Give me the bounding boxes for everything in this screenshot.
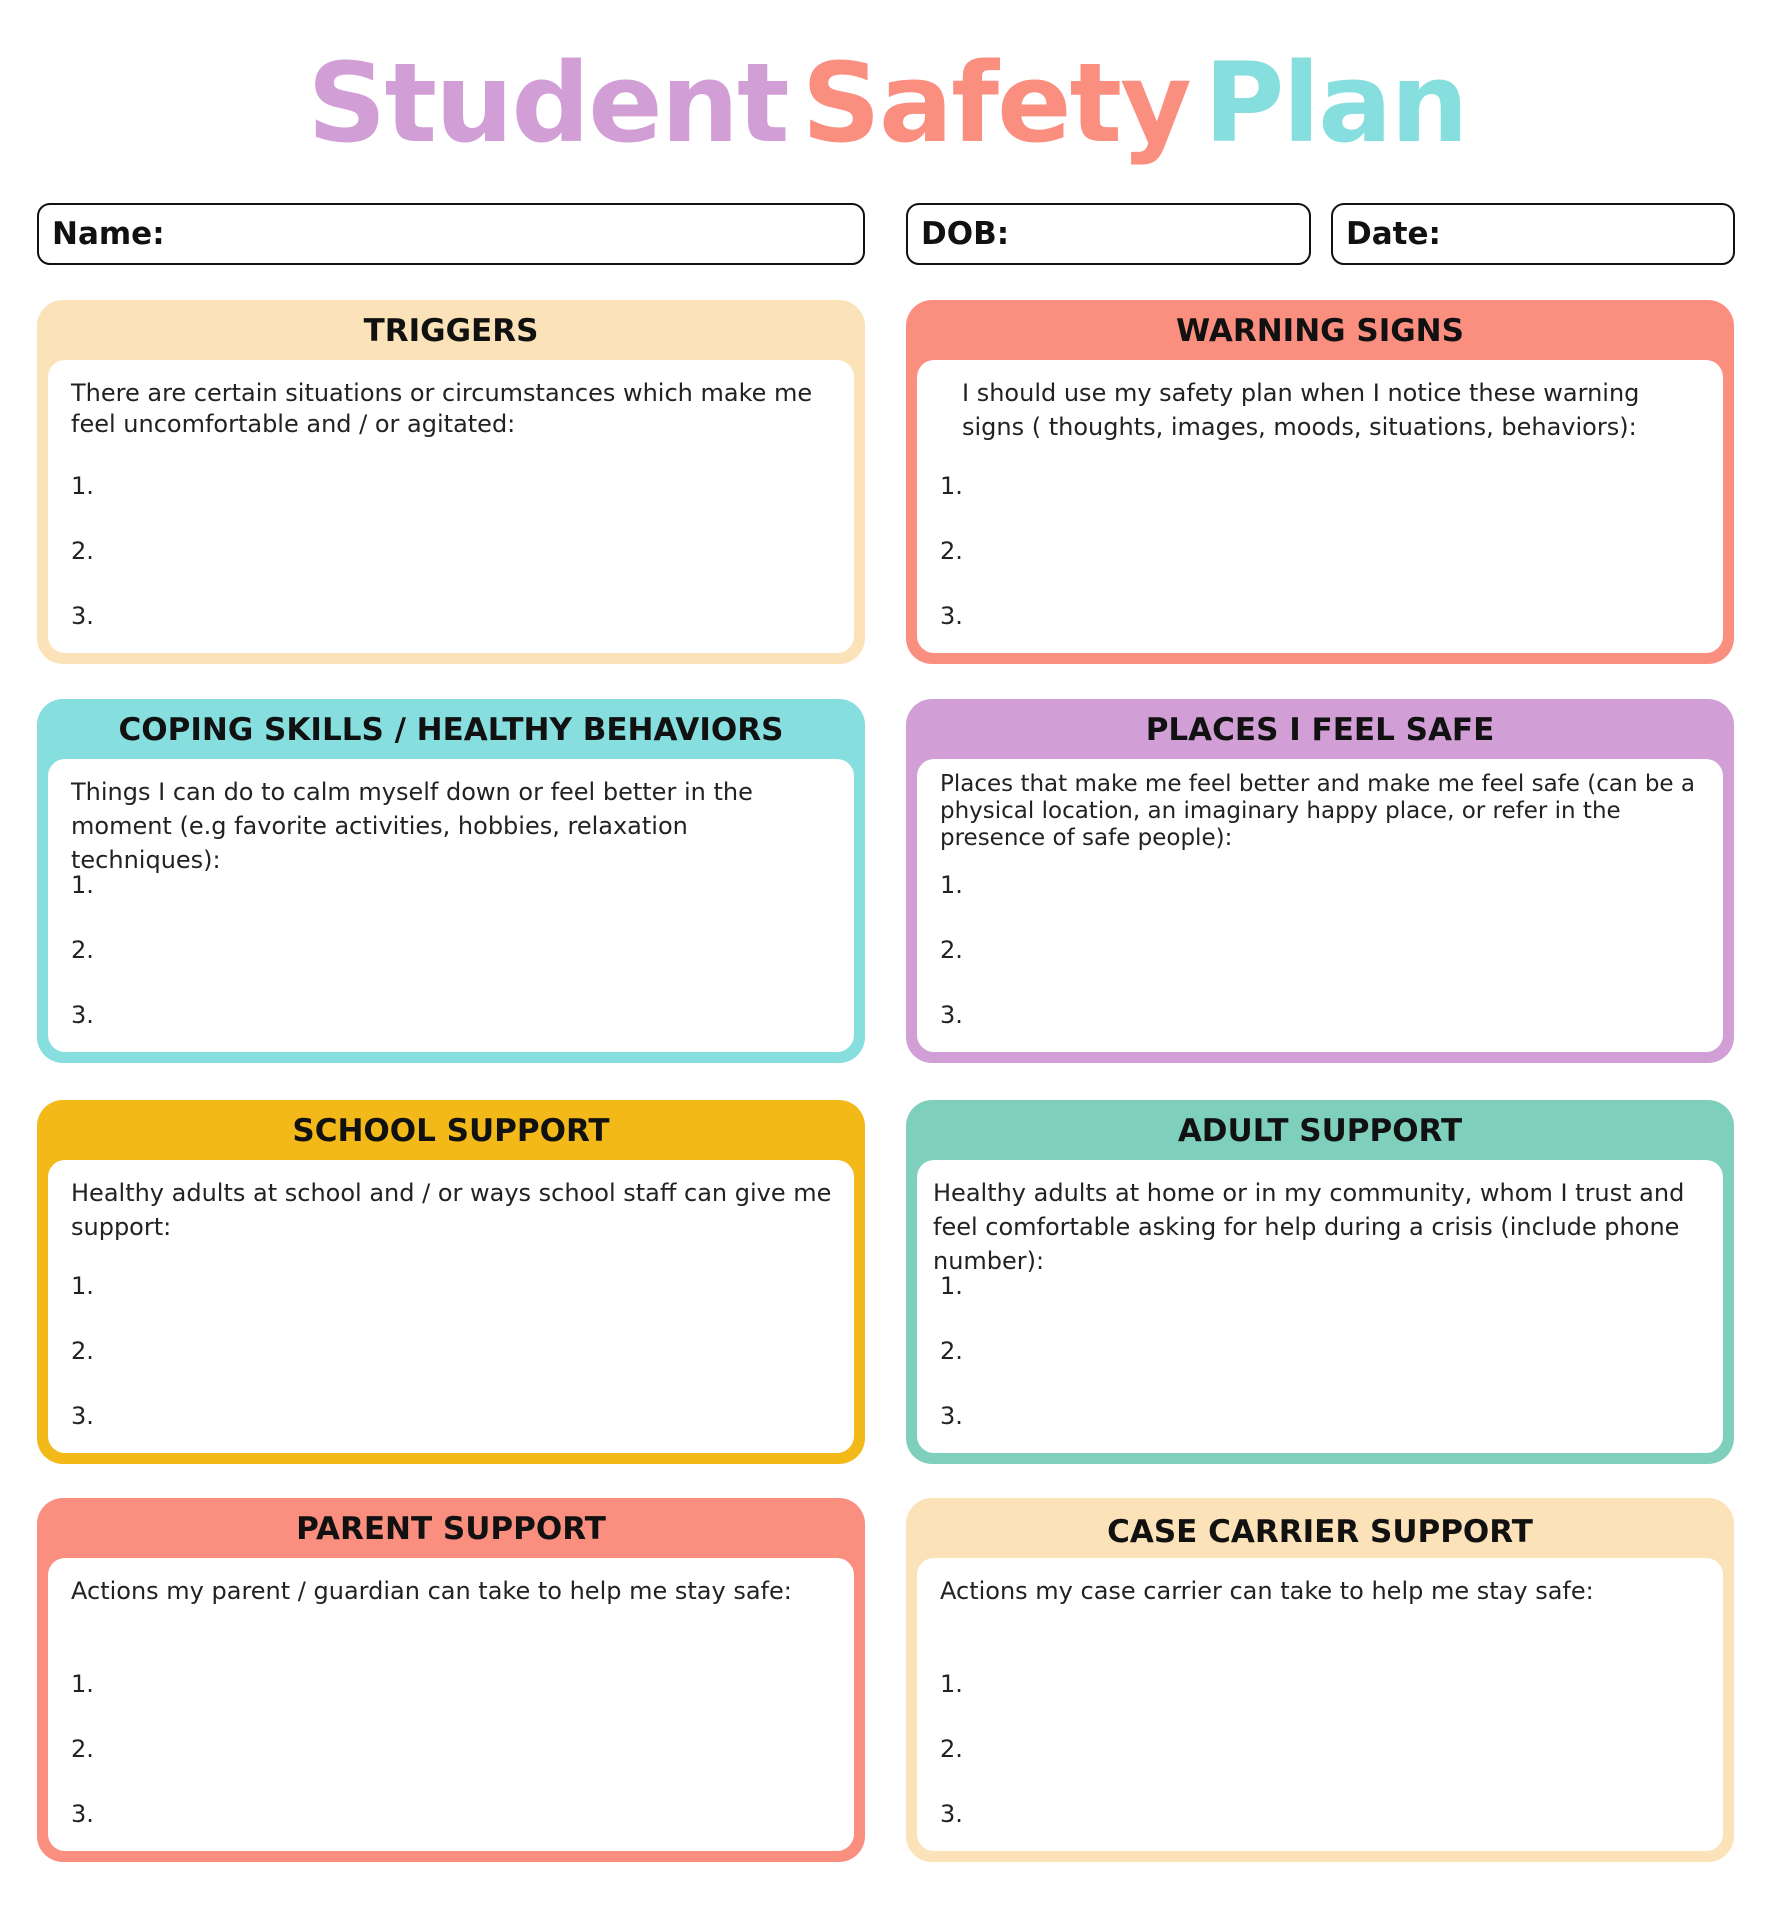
list-item-number: 3. bbox=[940, 1402, 963, 1430]
list-item-number: 3. bbox=[71, 1800, 94, 1828]
date-field-label: Date: bbox=[1346, 216, 1441, 252]
parent-support-body[interactable] bbox=[48, 1558, 854, 1851]
date-field[interactable] bbox=[1331, 203, 1735, 265]
case-carrier-support-body[interactable] bbox=[917, 1558, 1723, 1851]
dob-field[interactable] bbox=[906, 203, 1311, 265]
title-word-student: Student bbox=[307, 39, 788, 167]
parent-support-card bbox=[37, 1498, 865, 1862]
coping-skills-card bbox=[37, 699, 865, 1063]
name-field-label: Name: bbox=[52, 216, 165, 252]
card-title: PLACES I FEEL SAFE bbox=[1145, 712, 1495, 748]
list-item-number: 1. bbox=[71, 472, 94, 500]
list-item-number: 2. bbox=[940, 936, 963, 964]
places-safe-body[interactable] bbox=[917, 759, 1723, 1052]
dob-field-label: DOB: bbox=[921, 216, 1010, 252]
card-title: COPING SKILLS / HEALTHY BEHAVIORS bbox=[118, 712, 784, 748]
places-safe-card bbox=[906, 699, 1734, 1063]
list-item-number: 2. bbox=[940, 1337, 963, 1365]
list-item-number: 2. bbox=[71, 537, 94, 565]
list-item-number: 3. bbox=[940, 1001, 963, 1029]
card-description: There are certain situations or circumstances which make me feel uncomfortable and / or agitated: bbox=[71, 379, 813, 438]
title-word-safety: Safety bbox=[801, 39, 1190, 167]
triggers-body[interactable] bbox=[48, 360, 854, 653]
card-title: ADULT SUPPORT bbox=[1177, 1113, 1463, 1149]
school-support-body[interactable] bbox=[48, 1160, 854, 1453]
list-item-number: 3. bbox=[71, 1402, 94, 1430]
list-item-number: 2. bbox=[71, 936, 94, 964]
school-support-card bbox=[37, 1100, 865, 1464]
card-description: Things I can do to calm myself down or feel better in the moment (e.g favorite activities, hobbies, relaxation techniques): bbox=[71, 778, 753, 874]
card-description: Places that make me feel better and make me feel safe (can be a physical location, an imaginary happy place, or refer in the presence of safe people): bbox=[940, 771, 1695, 851]
adult-support-card bbox=[906, 1100, 1734, 1464]
adult-support-body[interactable] bbox=[917, 1160, 1723, 1453]
warning-signs-body[interactable] bbox=[917, 360, 1723, 653]
list-item-number: 1. bbox=[71, 1670, 94, 1698]
card-title: TRIGGERS bbox=[363, 313, 539, 349]
case-carrier-support-card bbox=[906, 1498, 1734, 1862]
list-item-number: 1. bbox=[940, 472, 963, 500]
warning-signs-card bbox=[906, 300, 1734, 664]
card-description: Healthy adults at school and / or ways school staff can give me support: bbox=[71, 1179, 832, 1241]
card-description: I should use my safety plan when I notice these warning signs ( thoughts, images, moods, situations, behaviors): bbox=[962, 379, 1640, 441]
list-item-number: 1. bbox=[71, 871, 94, 899]
triggers-card bbox=[37, 300, 865, 664]
list-item-number: 3. bbox=[71, 1001, 94, 1029]
list-item-number: 3. bbox=[71, 602, 94, 630]
card-title: CASE CARRIER SUPPORT bbox=[1107, 1514, 1533, 1550]
card-description: Healthy adults at home or in my community, whom I trust and feel comfortable asking for help during a crisis (include phone number): bbox=[933, 1179, 1685, 1275]
title-word-plan: Plan bbox=[1203, 39, 1467, 167]
card-description: Actions my parent / guardian can take to help me stay safe: bbox=[71, 1577, 792, 1605]
list-item-number: 3. bbox=[940, 1800, 963, 1828]
list-item-number: 2. bbox=[940, 537, 963, 565]
card-title: SCHOOL SUPPORT bbox=[292, 1113, 610, 1149]
list-item-number: 3. bbox=[940, 602, 963, 630]
card-title: PARENT SUPPORT bbox=[296, 1511, 606, 1547]
page-title bbox=[0, 38, 1774, 168]
card-title: WARNING SIGNS bbox=[1176, 313, 1464, 349]
list-item-number: 2. bbox=[71, 1337, 94, 1365]
card-description: Actions my case carrier can take to help me stay safe: bbox=[940, 1577, 1594, 1605]
name-field[interactable] bbox=[37, 203, 865, 265]
list-item-number: 1. bbox=[940, 1670, 963, 1698]
list-item-number: 2. bbox=[71, 1735, 94, 1763]
list-item-number: 1. bbox=[940, 1272, 963, 1300]
coping-skills-body[interactable] bbox=[48, 759, 854, 1052]
list-item-number: 1. bbox=[940, 871, 963, 899]
list-item-number: 1. bbox=[71, 1272, 94, 1300]
list-item-number: 2. bbox=[940, 1735, 963, 1763]
